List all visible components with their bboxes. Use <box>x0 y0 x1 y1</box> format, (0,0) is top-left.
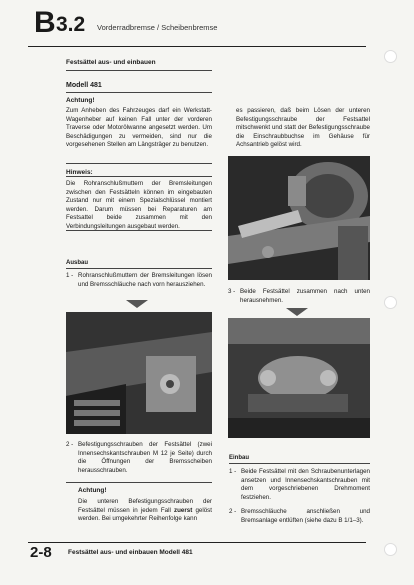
hinweis-rule <box>66 163 212 164</box>
step-number: 2 - <box>66 441 74 448</box>
achtung-heading: Achtung! <box>66 97 95 104</box>
hinweis-heading: Hinweis: <box>66 169 93 176</box>
achtung-text-right: es passieren, daß beim Lösen der unteren Befestigungsschraube der Festsattel mitschwenkt und statt der Befestigungsschraube die Einschraubbuchse im Gehäuse für Achsantrieb gelöst wird. <box>236 107 370 149</box>
einbau-rule <box>229 463 370 464</box>
achtung2-text-post: gelöst werden. Bei umgekehrter Reihenfolge kann <box>78 506 212 523</box>
einbau-step-1 <box>229 468 370 502</box>
binder-hole-icon <box>384 50 397 63</box>
step-number: 2 - <box>229 508 237 515</box>
section-rule <box>66 70 212 71</box>
achtung2-text-bold: zuerst <box>174 506 193 514</box>
footer-rule <box>28 542 366 543</box>
einbau-step-2 <box>229 508 370 525</box>
ausbau-step-2 <box>66 441 212 475</box>
achtung2-text-pre: Die unteren Befestigungsschrauben der Festsättel müssen in jedem Fall <box>78 498 212 514</box>
binder-hole-icon <box>384 296 397 309</box>
section-title: Festsättel aus- und einbauen <box>66 59 156 66</box>
step-text: Befestigungsschrauben der Festsättel (zwei Innensechskantschrauben M 12 je Seite) durch die Öffnungen der Bremsscheiben herausschrauben. <box>78 441 212 474</box>
ausbau-rule <box>66 268 212 269</box>
hinweis-text: Die Rohranschlußmuttern der Bremsleitungen zwischen den Festsätteln können im eingebauten Zustand nur mit einem Spezialschlüssel montiert werden. Darum müssen bei Reparaturen am Festsattel beide zusammen mit den Verbindungsleitungen ausgebaut werden. <box>66 180 212 230</box>
arrow-down-icon <box>286 308 308 316</box>
step-text: Rohranschlußmuttern der Bremsleitungen lösen und Bremsschläuche nach vorn herausziehen. <box>78 272 212 288</box>
chapter-subtitle: Vorderradbremse / Scheibenbremse <box>97 23 218 32</box>
photo-caliper-bolts <box>66 312 212 434</box>
achtung-text-left: Zum Anheben des Fahrzeuges darf ein Werkstatt-Wagenheber auf keinen Fall unter der vorderen Traverse oder Motorölwanne angesetzt werden. Um Beschädigungen zu vermeiden, sind nur die vorgesehenen Stellen am Längsträger zu benutzen. <box>66 107 212 149</box>
page-number: 2-8 <box>30 544 52 561</box>
model-heading: Modell 481 <box>66 82 102 89</box>
model-rule <box>66 92 212 93</box>
step-text: Beide Festsättel mit den Schraubenunterlagen ansetzen und Innensechskantschrauben mit dem vorgeschriebenen Drehmoment festziehen. <box>241 468 370 501</box>
achtung2-text <box>78 498 212 524</box>
ausbau-step-3 <box>228 288 370 305</box>
ausbau-heading: Ausbau <box>66 260 89 266</box>
step-number: 1 - <box>229 468 237 475</box>
ausbau-step-1 <box>66 272 212 289</box>
achtung2-heading: Achtung! <box>78 487 107 494</box>
chapter-letter: B <box>34 6 56 39</box>
footer-title: Festsättel aus- und einbauen Modell 481 <box>68 549 193 556</box>
hinweis-rule-3 <box>66 230 212 231</box>
chapter-number: 3.2 <box>56 13 86 36</box>
arrow-down-icon <box>126 300 148 308</box>
binder-hole-icon <box>384 543 397 556</box>
hinweis-rule-2 <box>66 176 212 177</box>
einbau-heading: Einbau <box>229 455 250 461</box>
photo-brake-caliper-top <box>228 156 370 280</box>
photo-calipers-removed <box>228 318 370 438</box>
header-rule <box>28 46 366 47</box>
step-number: 3 - <box>228 288 236 295</box>
achtung2-rule <box>66 482 212 483</box>
step-text: Bremsschläuche anschließen und Bremsanlage entlüften (siehe dazu B 1/1–3). <box>241 508 370 524</box>
step-text: Beide Festsättel zusammen nach unten herausnehmen. <box>240 288 370 304</box>
step-number: 1 - <box>66 272 74 279</box>
